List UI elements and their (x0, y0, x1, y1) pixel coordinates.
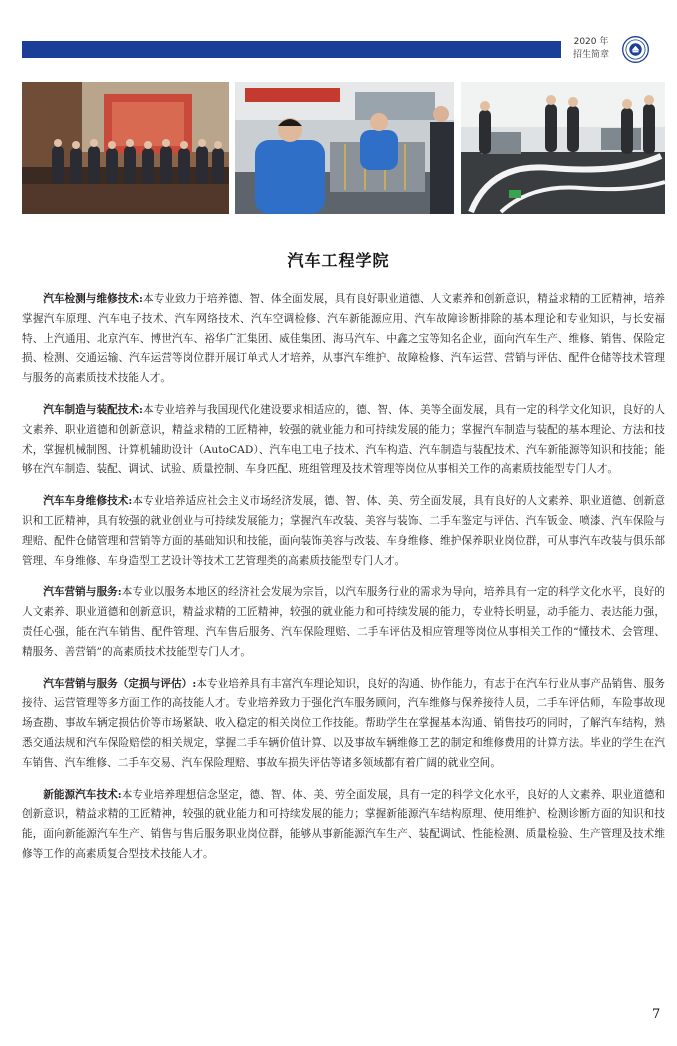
program-description: 本专业培养与我国现代化建设要求相适应的，德、智、体、美等全面发展，具有一定的科学文化知识，良好的人文素养、职业道德和创新意识，精益求精的工匠精神，较强的就业能力和可持续发展的能力；掌握汽车制造与装配的基本理论、方法和技术，掌握机械制图、计算机辅助设计（AutoCAD）、汽车电工电子技术、汽车构造、汽车制造与装配技术、汽车新能源等知识和技能；能够在汽车制造、装配、调试、试验、质量控制、车身匹配、班组管理及技术管理等岗位从事相关工作的高素质技能型专门人才。 (22, 403, 665, 476)
header-subtitle: 招生简章 (572, 50, 609, 60)
program-automotive-marketing-service (22, 583, 665, 662)
program-description: 本专业培养理想信念坚定，德、智、体、美、劳全面发展，具有一定的科学文化水平，良好的人文素养、职业道德和创新意识，精益求精的工匠精神，较强的就业能力和可持续发展的能力；掌握新能源汽车结构原理、使用维护、检测诊断方面的知识和技能，面向新能源汽车生产、销售与售后服务职业岗位群，能够从事新能源汽车生产、装配调试、性能检测、质量检验、生产管理及技术维修等工作的高素质复合型技术技能人才。 (22, 788, 665, 860)
school-seal-icon (622, 36, 649, 63)
program-auto-body-repair (22, 492, 665, 571)
program-description: 本专业致力于培养德、智、体全面发展，具有良好职业道德、人文素养和创新意识，精益求精的工匠精神，培养掌握汽车原理、汽车电子技术、汽车网络技术、汽车空调检修、汽车新能源应用、汽车故障诊断排除的基本理论和专业知识，与长安福特、上汽通用、北京汽车、博世汽车、裕华广汇集团、威佳集团、海马汽车、中鑫之宝等知名企业，面向汽车生产、维修、销售、保险定损、检测、交通运输、汽车运营等岗位群开展订单式人才培养，从事汽车维护、故障检修、汽车运营、营销与评估、配件仓储等技术管理与服务的高素质技术技能人才。 (22, 293, 665, 385)
program-marketing-service-assessment (22, 675, 665, 774)
photo-smart-car-lab (461, 82, 665, 214)
program-new-energy-vehicle (22, 786, 665, 865)
program-description: 本专业培养适应社会主义市场经济发展，德、智、体、美、劳全面发展，具有良好的人文素养、职业道德、创新意识和工匠精神，具有较强的就业创业与可持续发展能力；掌握汽车改装、美容与装饰、二手车鉴定与评估、汽车钣金、喷漆、汽车保险与理赔、配件仓储管理和营销等方面的基础知识和技能，面向装饰美容与改装、车身维修、维护保养职业岗位群，可从事汽车改装与俱乐部管理、车身维修、车身造型工艺设计等技术工艺管理类的高素质技能型专门人才。 (22, 495, 665, 567)
program-name: 汽车车身维修技术: (43, 495, 133, 508)
program-description: 本专业以服务本地区的经济社会发展为宗旨，以汽车服务行业的需求为导向，培养具有一定的科学文化水平，良好的人文素养、职业道德和创新意识，精益求精的工匠精神，较强的就业能力和可持续发展的能力，专业特长明显，动手能力、表达能力强，责任心强，能在汽车销售、配件管理、汽车售后服务、汽车保险理赔、二手车评估及相应管理等岗位从事相关工作的“懂技术、会管理、精服务、善营销”的高素质技术技能型专门人才。 (22, 586, 665, 658)
photo-training-bench (235, 82, 454, 214)
photo-meeting-room (22, 82, 229, 214)
header-year: 2020 年 (573, 37, 609, 47)
section-title: 汽车工程学院 (287, 251, 390, 270)
program-automotive-inspection-repair (22, 290, 665, 389)
program-automotive-manufacturing-assembly (22, 401, 665, 480)
program-name: 汽车制造与装配技术: (43, 403, 144, 416)
program-name: 新能源汽车技术: (43, 788, 122, 801)
header-bar (22, 41, 561, 58)
program-name: 汽车营销与服务: (43, 586, 122, 599)
page-number: 7 (652, 1007, 661, 1022)
program-description: 本专业培养具有丰富汽车理论知识，良好的沟通、协作能力，有志于在汽车行业从事产品销售、服务接待、运营管理等多方面工作的高技能人才。专业培养致力于强化汽车服务顾问，汽车维修与保养接待人员，二手车评估师，车险事故现场查勘、事故车辆定损估价等市场紧缺、收入稳定的相关岗位工作技能。帮助学生在掌握基本沟通、销售技巧的同时，了解汽车结构，熟悉交通法规和汽车保险赔偿的相关规定，掌握二手车辆价值计算、以及事故车辆维修工艺的制定和维修费用的计算方法。毕业的学生在汽车销售、汽车维修、二手车交易、汽车保险理赔、事故车损失评估等诸多领域都有着广阔的就业空间。 (22, 677, 665, 769)
program-name: 汽车营销与服务（定损与评估）: (43, 677, 197, 690)
program-name: 汽车检测与维修技术: (43, 293, 144, 305)
program-list (22, 290, 665, 877)
